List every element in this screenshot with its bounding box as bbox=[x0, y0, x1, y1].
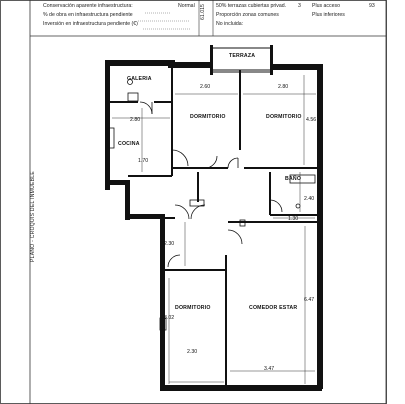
dimension-label: 2.30 bbox=[164, 241, 175, 247]
room-label-dormitorio-3: DORMITORIO bbox=[175, 305, 211, 311]
dimension-lines bbox=[112, 75, 316, 384]
terraza-outline bbox=[211, 48, 271, 72]
room-label-cocina: COCINA bbox=[118, 141, 140, 147]
header-row-label: 50% terrazas cubiertas privad. bbox=[216, 3, 287, 9]
header-row-label: Plus acceso bbox=[312, 3, 340, 9]
dimension-label: 6.47 bbox=[304, 297, 315, 303]
vertical-code: 61.015 bbox=[200, 4, 206, 20]
header-row-label: % de obra en infraestructura pendiente bbox=[43, 12, 133, 18]
room-label-dormitorio-2: DORMITORIO bbox=[266, 114, 302, 120]
dimension-label: 2.40 bbox=[304, 196, 315, 202]
header-row-value: 3 bbox=[298, 3, 301, 9]
side-label: PLANO - CROQUIS DEL INMUEBLE bbox=[30, 170, 36, 262]
header-row-label: Inversión en infraestructura pendiente (€) bbox=[43, 21, 138, 27]
page-frame bbox=[1, 1, 387, 404]
room-label-bano: BAÑO bbox=[285, 176, 302, 182]
header-row-label: No incluida: bbox=[216, 21, 244, 27]
dimension-label: 2.80 bbox=[130, 117, 141, 123]
windows bbox=[106, 64, 318, 387]
header-row-label: Proporción zonas comunes bbox=[216, 12, 279, 18]
room-label-comedor: COMEDOR ESTAR bbox=[249, 305, 298, 311]
interior-walls bbox=[108, 64, 318, 388]
header-row-label: Conservación aparente infraestructura: bbox=[43, 3, 133, 9]
dimension-label: 3.02 bbox=[164, 315, 175, 321]
room-label-terraza: TERRAZA bbox=[229, 53, 256, 59]
dimension-label: 1.30 bbox=[288, 216, 299, 222]
room-label-dormitorio-1: DORMITORIO bbox=[190, 114, 226, 120]
dimension-label: 4.56 bbox=[306, 117, 317, 123]
header-row-label: Plus inferiores bbox=[312, 12, 345, 18]
room-label-galeria: GALERIA bbox=[127, 76, 152, 82]
dimension-label: 2.30 bbox=[187, 349, 198, 355]
dimension-label: 2.60 bbox=[200, 84, 211, 90]
dimension-label: 1.70 bbox=[138, 158, 149, 164]
dimension-label: 3.47 bbox=[264, 366, 275, 372]
dimension-label: 2.80 bbox=[278, 84, 289, 90]
header-row-value: Normal bbox=[178, 3, 195, 9]
header-row-value: 93 bbox=[369, 3, 375, 9]
